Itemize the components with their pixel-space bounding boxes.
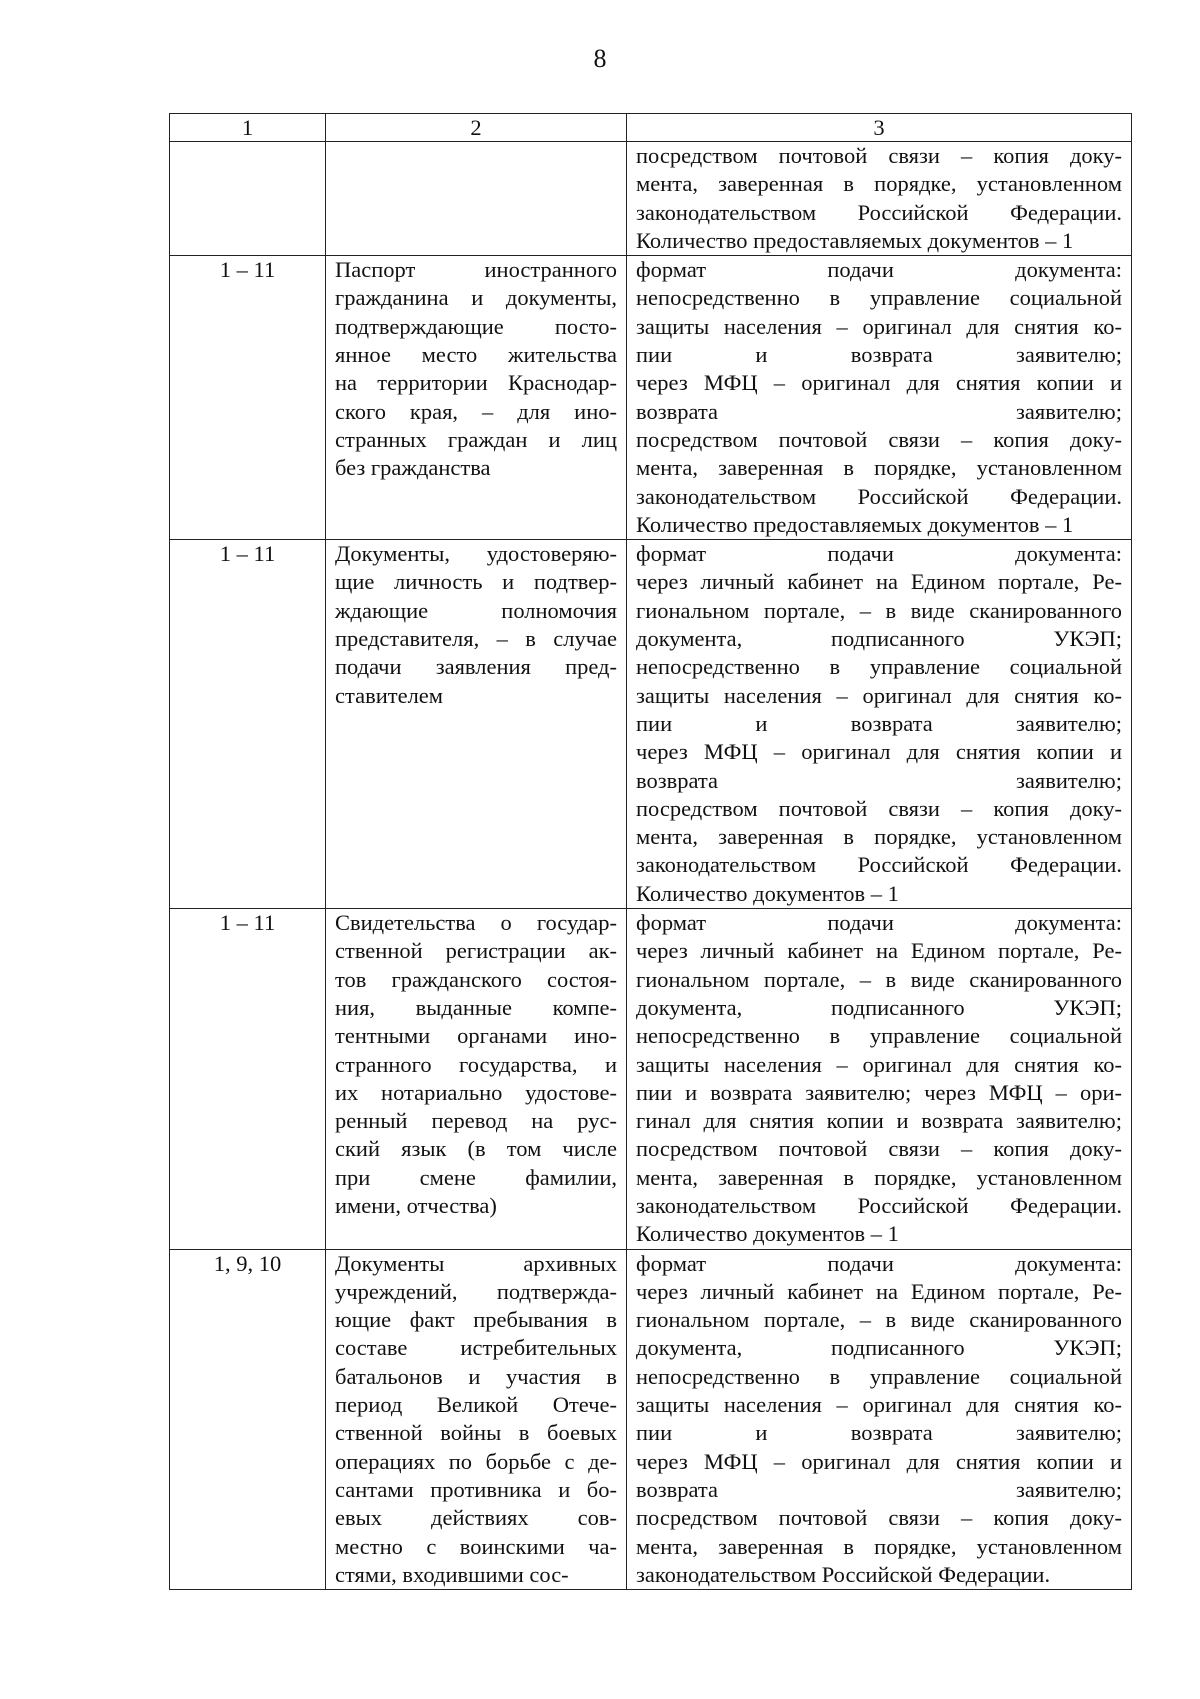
row-document-name <box>326 142 627 256</box>
text-line: формат подачи документа: <box>636 257 1122 283</box>
text-line: через личный кабинет на Едином портале, Ре- <box>636 938 1122 964</box>
text-line: странных граждан и лиц <box>335 426 617 452</box>
row-applicable-items: 1 – 11 <box>170 540 326 909</box>
text-line: через личный кабинет на Едином портале, Ре- <box>636 569 1122 595</box>
row-applicable-items: 1 – 11 <box>170 256 326 540</box>
text-line: защиты населения – оригинал для снятия ко- <box>636 682 1122 708</box>
row-submission-format <box>627 909 1132 1250</box>
table-header-row <box>170 114 1132 142</box>
text-line: мента, заверенная в порядке, установленном <box>636 824 1122 850</box>
text-line: через МФЦ – оригинал для снятия копии и <box>636 1448 1122 1474</box>
text-line: через МФЦ – оригинал для снятия копии и <box>636 739 1122 765</box>
text-line: Документы архивных <box>335 1250 617 1276</box>
table-row <box>170 256 1132 540</box>
row-submission-format <box>627 142 1132 256</box>
text-line: Паспорт иностранного <box>335 257 617 283</box>
row-submission-format <box>627 1249 1132 1590</box>
page-number: 8 <box>593 44 607 73</box>
text-line: через МФЦ – оригинал для снятия копии и <box>636 370 1122 396</box>
text-line: ского края, – для ино- <box>335 398 617 424</box>
text-line: формат подачи документа: <box>636 910 1122 936</box>
text-line: посредством почтовой связи – копия доку- <box>636 795 1122 821</box>
text-line: Количество предоставляемых документов – 1 <box>636 511 1074 537</box>
row-applicable-items <box>170 142 326 256</box>
row-submission-format <box>627 540 1132 909</box>
text-line: мента, заверенная в порядке, установленном <box>636 1164 1122 1190</box>
text-line: период Великой Отече- <box>335 1392 617 1418</box>
text-line: законодательством Российской Федерации. <box>636 199 1122 225</box>
text-line: через личный кабинет на Едином портале, Ре- <box>636 1278 1122 1304</box>
text-line: на территории Краснодар- <box>335 370 617 396</box>
text-line: гиональном портале, – в виде сканированного <box>636 1307 1122 1333</box>
table-row <box>170 142 1132 256</box>
text-line: посредством почтовой связи – копия доку- <box>636 426 1122 452</box>
text-line: формат подачи документа: <box>636 541 1122 567</box>
text-line: евых действиях сов- <box>335 1505 617 1531</box>
text-line: пии и возврата заявителю; <box>636 1420 1122 1446</box>
row-applicable-items: 1, 9, 10 <box>170 1249 326 1590</box>
text-line: ственной регистрации ак- <box>335 938 617 964</box>
text-line: Документы, удостоверяю- <box>335 541 617 567</box>
row-document-name <box>326 540 627 909</box>
text-line: ния, выданные компе- <box>335 994 617 1020</box>
text-line: формат подачи документа: <box>636 1250 1122 1276</box>
text-line: посредством почтовой связи – копия доку- <box>636 1505 1122 1531</box>
text-line: тов гражданского состоя- <box>335 966 617 992</box>
text-line: законодательством Российской Федерации. <box>636 483 1122 509</box>
text-line: учреждений, подтвержда- <box>335 1278 617 1304</box>
row-document-name <box>326 909 627 1250</box>
text-line: пии и возврата заявителю; через МФЦ – ори- <box>636 1079 1122 1105</box>
text-line: возврата заявителю; <box>636 1476 1122 1502</box>
text-line: Количество документов – 1 <box>636 1221 899 1247</box>
text-line: ющие факт пребывания в <box>335 1307 617 1333</box>
row-document-name <box>326 256 627 540</box>
text-line: защиты населения – оригинал для снятия ко- <box>636 313 1122 339</box>
column-header-2: 2 <box>326 114 627 142</box>
text-line: Количество предоставляемых документов – 1 <box>636 227 1074 253</box>
text-line: непосредственно в управление социальной <box>636 1023 1122 1049</box>
column-header-3: 3 <box>627 114 1132 142</box>
text-line: гражданина и документы, <box>335 285 617 311</box>
text-line: возврата заявителю; <box>636 398 1122 424</box>
text-line: ренный перевод на рус- <box>335 1108 617 1134</box>
row-applicable-items: 1 – 11 <box>170 909 326 1250</box>
table-row <box>170 1249 1132 1590</box>
text-line: ставителем <box>335 682 444 708</box>
text-line: их нотариально удостове- <box>335 1079 617 1105</box>
text-line: гинал для снятия копии и возврата заявителю; <box>636 1108 1122 1134</box>
text-line: документа, подписанного УКЭП; <box>636 1335 1122 1361</box>
text-line: стями, входившими сос- <box>335 1561 569 1587</box>
table-row <box>170 540 1132 909</box>
text-line: подачи заявления пред- <box>335 654 617 680</box>
text-line: представителя, – в случае <box>335 626 617 652</box>
text-line: непосредственно в управление социальной <box>636 1363 1122 1389</box>
documents-table <box>169 113 1132 1590</box>
row-submission-format <box>627 256 1132 540</box>
text-line: непосредственно в управление социальной <box>636 654 1122 680</box>
text-line: защиты населения – оригинал для снятия ко- <box>636 1051 1122 1077</box>
text-line: при смене фамилии, <box>335 1164 617 1190</box>
text-line: гиональном портале, – в виде сканированного <box>636 597 1122 623</box>
text-line: операциях по борьбе с де- <box>335 1448 617 1474</box>
text-line: непосредственно в управление социальной <box>636 285 1122 311</box>
text-line: пии и возврата заявителю; <box>636 342 1122 368</box>
text-line: Количество документов – 1 <box>636 880 899 906</box>
text-line: защиты населения – оригинал для снятия ко- <box>636 1392 1122 1418</box>
text-line: ственной войны в боевых <box>335 1420 617 1446</box>
text-line: мента, заверенная в порядке, установленном <box>636 171 1122 197</box>
text-line: посредством почтовой связи – копия доку- <box>636 143 1122 168</box>
text-line: документа, подписанного УКЭП; <box>636 994 1122 1020</box>
text-line: составе истребительных <box>335 1335 617 1361</box>
text-line: законодательством Российской Федерации. <box>636 1192 1122 1218</box>
text-line: посредством почтовой связи – копия доку- <box>636 1136 1122 1162</box>
text-line: гиональном портале, – в виде сканированного <box>636 966 1122 992</box>
text-line: без гражданства <box>335 455 491 481</box>
text-line: законодательством Российской Федерации. <box>636 1561 1051 1587</box>
text-line: возврата заявителю; <box>636 767 1122 793</box>
column-header-1: 1 <box>170 114 326 142</box>
text-line: ждающие полномочия <box>335 597 617 623</box>
text-line: Свидетельства о государ- <box>335 910 617 936</box>
text-line: мента, заверенная в порядке, установленном <box>636 455 1122 481</box>
text-line: документа, подписанного УКЭП; <box>636 626 1122 652</box>
text-line: имени, отчества) <box>335 1192 497 1218</box>
text-line: законодательством Российской Федерации. <box>636 852 1122 878</box>
text-line: батальонов и участия в <box>335 1363 617 1389</box>
text-line: местно с воинскими ча- <box>335 1533 617 1559</box>
text-line: янное место жительства <box>335 342 617 368</box>
text-line: пии и возврата заявителю; <box>636 710 1122 736</box>
text-line: ский язык (в том числе <box>335 1136 617 1162</box>
text-line: тентными органами ино- <box>335 1023 617 1049</box>
text-line: щие личность и подтвер- <box>335 569 617 595</box>
text-line: сантами противника и бо- <box>335 1476 617 1502</box>
text-line: мента, заверенная в порядке, установленном <box>636 1533 1122 1559</box>
text-line: странного государства, и <box>335 1051 617 1077</box>
table-row <box>170 909 1132 1250</box>
text-line: подтверждающие посто- <box>335 313 617 339</box>
row-document-name <box>326 1249 627 1590</box>
